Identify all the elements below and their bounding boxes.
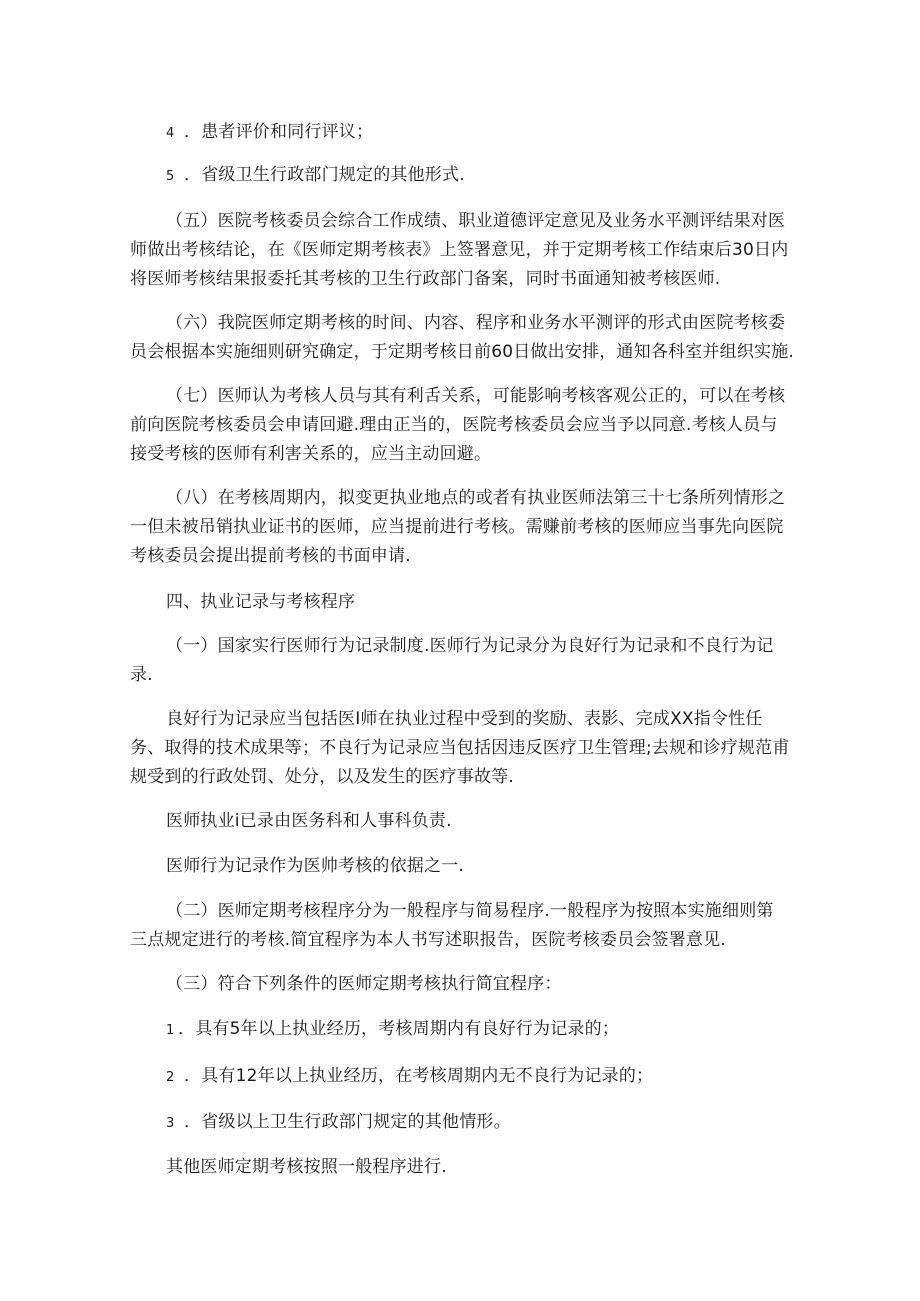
paragraph-line: （二）医师定期考核程序分为一般程序与简易程序.一般程序为按照本实施细则第 <box>166 901 774 921</box>
paragraph-line: 其他医师定期考核按照一般程序进行. <box>166 1157 447 1177</box>
list-number: 4 <box>166 126 175 141</box>
paragraph-line: （八）在考核周期内，拟变更执业地点的或者有执业医师法第三十七条所列情形之 <box>166 488 786 508</box>
list-item <box>166 1109 511 1137</box>
section-heading: 四、执业记录与考核程序 <box>166 592 356 612</box>
paragraph-line: 录. <box>130 665 153 685</box>
list-text: ．具有12年以上执业经历，在考核周期内无不良行为记录的； <box>184 1066 654 1086</box>
paragraph-line: 员会根据本实施细则研究确定，于定期考核日前60日做出安排，通知各科室并组织实施. <box>130 342 795 362</box>
list-text: ．患者评价和同行评议； <box>184 122 374 142</box>
paragraph-line: 将医师考核结果报委托其考核的卫生行政部门备案，同时书面通知被考核医师. <box>130 269 721 289</box>
list-number: 2 <box>166 1070 175 1085</box>
paragraph-line: 一但未被吊销执业证书的医师，应当提前进行考核。需赚前考核的医师应当事先向医院 <box>130 517 784 537</box>
paragraph-line: （六）我院医师定期考核的时间、内容、程序和业务水平测评的形式由医院考核委 <box>166 313 786 333</box>
list-number: 5 <box>166 169 175 184</box>
paragraph-line: （七）医师认为考核人员与其有利舌关系，可能影响考核客观公正的，可以在考核 <box>166 386 786 406</box>
list-item <box>166 1063 653 1091</box>
list-text: ．具有5年以上执业经历，考核周期内有良好行为记录的； <box>178 1019 620 1039</box>
paragraph-line: 接受考核的医师有利害关系的，应当主动回避。 <box>130 444 492 464</box>
paragraph-line: 良好行为记录应当包括医I师在执业过程中受到的奖励、表影、完成XX指令性任 <box>166 709 763 729</box>
paragraph-line: 务、取得的技术成果等；不良行为记录应当包括因违反医疗卫生管理;去规和诊疗规范甫 <box>130 738 790 758</box>
list-item <box>166 162 465 190</box>
paragraph-line: 三点规定进行的考核.简宜程序为本人书写述职报告，医院考核委员会签署意见. <box>130 930 727 950</box>
list-item <box>166 1016 619 1044</box>
paragraph-line: 师做出考核结论，在《医师定期考核表》上签署意见，并于定期考核工作结束后30日内 <box>130 240 789 260</box>
list-item <box>166 119 373 147</box>
paragraph-line: （五）医院考核委员会综合工作成绩、职业道德评定意见及业务水平测评结果对医 <box>166 211 786 231</box>
list-text: ．省级以上卫生行政部门规定的其他情形。 <box>184 1112 511 1132</box>
paragraph-line: 考核委员会提出提前考核的书面申请. <box>130 546 411 566</box>
paragraph-line: （一）国家实行医师行为记录制度.医师行为记录分为良好行为记录和不良行为记 <box>166 636 774 656</box>
paragraph-line: 医师行为记录作为医帅考核的依据之一. <box>166 856 465 876</box>
list-number: 3 <box>166 1116 175 1131</box>
paragraph-line: （三）符合下列条件的医师定期考核执行简宜程序： <box>166 974 562 994</box>
paragraph-line: 规受到的行政处罚、处分，以及发生的医疗事故等. <box>130 767 515 787</box>
list-text: ．省级卫生行政部门规定的其他形式. <box>184 165 465 185</box>
paragraph-line: 医师执业i已录由医务科和人事科负责. <box>166 811 452 831</box>
list-number: 1 <box>166 1023 175 1038</box>
paragraph-line: 前向医院考核委员会申请回避.理由正当的，医院考核委员会应当予以同意.考核人员与 <box>130 415 778 435</box>
